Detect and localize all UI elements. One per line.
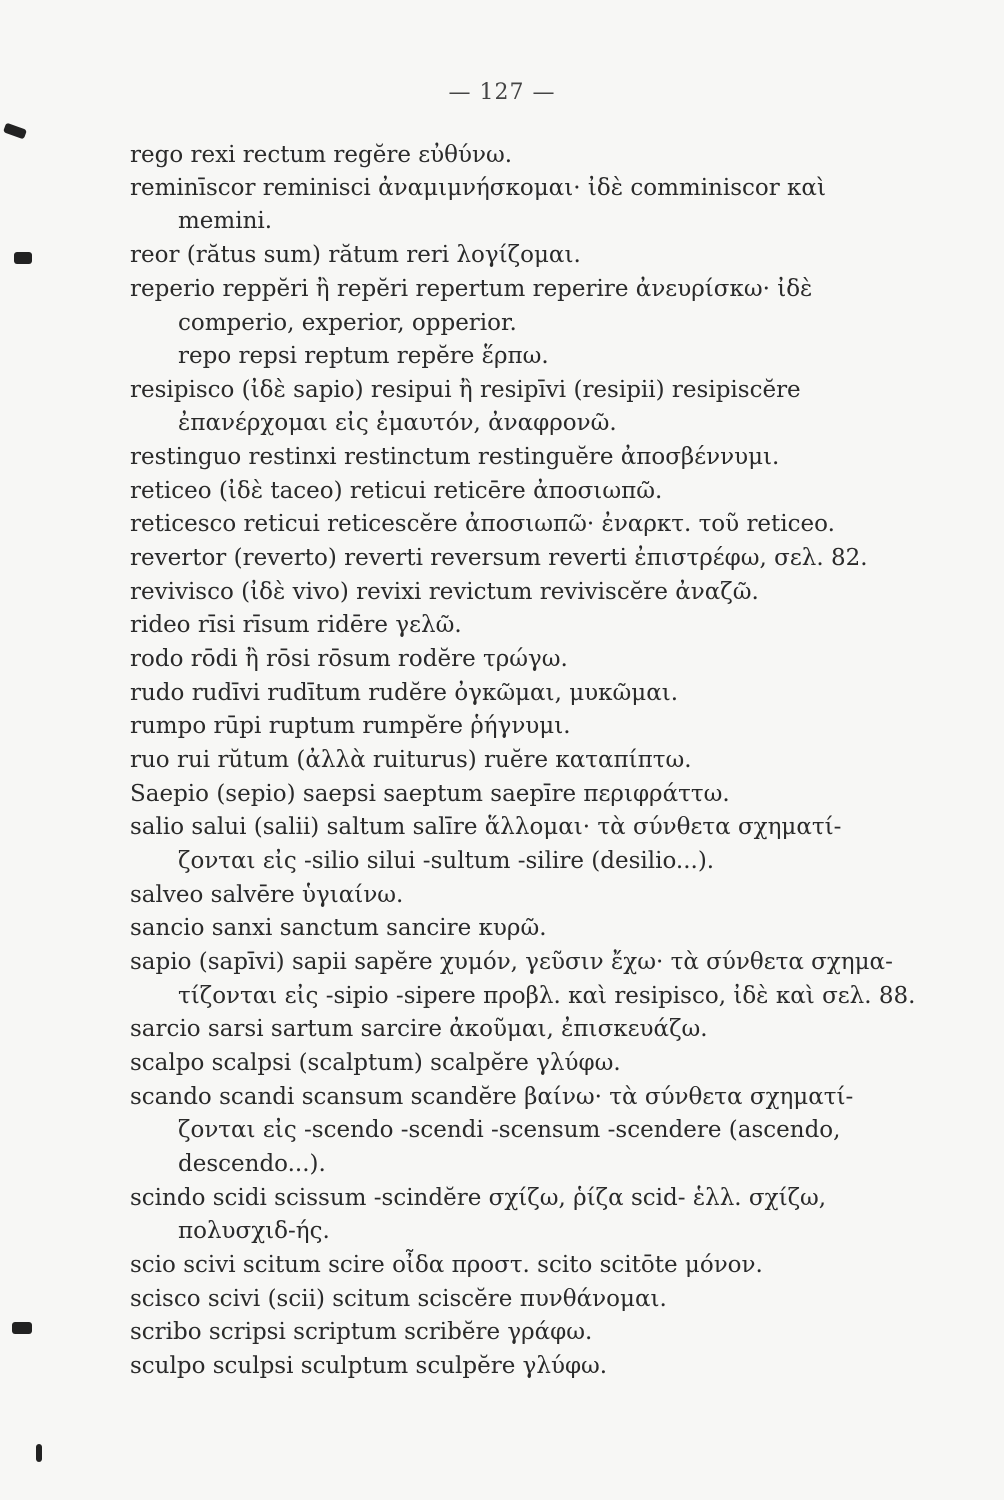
entry-line: repo repsi reptum repĕre ἕρπω. [178, 343, 549, 369]
entry-continuation: ζονται εἰς -silio silui -sultum -silire (desilio...). [178, 848, 715, 874]
entry-line: scindo scidi scissum -scindĕre σχίζω, ῥίζα scid- ἑλλ. σχίζω, [130, 1185, 827, 1211]
binding-mark-bottom [36, 1444, 42, 1462]
entry-line: sancio sanxi sanctum sancire κυρῶ. [130, 915, 547, 941]
entry-line: scio scivi scitum scire οἶδα προστ. scito scitōte μόνον. [130, 1252, 763, 1278]
entry-continuation: πολυσχιδ-ής. [178, 1218, 330, 1244]
entry-line: salveo salvēre ὑγιαίνω. [130, 882, 404, 908]
entry-line: rego rexi rectum regĕre εὐθύνω. [130, 142, 513, 168]
entry-continuation: ἐπανέρχομαι εἰς ἐμαυτόν, ἀναφρονῶ. [178, 410, 617, 436]
entry-continuation: descendo...). [178, 1151, 326, 1177]
binding-mark-3 [12, 1322, 32, 1334]
entry-line: rudo rudīvi rudītum rudĕre ὀγκῶμαι, μυκῶμαι. [130, 680, 679, 706]
entry-line: sculpo sculpsi sculptum sculpĕre γλύφω. [130, 1353, 608, 1379]
entry-line: salio salui (salii) saltum salīre ἅλλομαι· τὰ σύνθετα σχηματί- [130, 814, 842, 840]
entry-line: scalpo scalpsi (scalptum) scalpĕre γλύφω. [130, 1050, 621, 1076]
entry-line: sarcio sarsi sartum sarcire ἀκοῦμαι, ἐπισκευάζω. [130, 1016, 708, 1042]
entry-line: sapio (sapīvi) sapii sapĕre χυμόν, γεῦσιν ἔχω· τὰ σύνθετα σχημα- [130, 949, 893, 975]
page-number: — 127 — [448, 80, 556, 105]
entry-line: rideo rīsi rīsum ridēre γελῶ. [130, 612, 462, 638]
entry-line: revertor (reverto) reverti reversum reverti ἐπιστρέφω, σελ. 82. [130, 545, 868, 571]
entry-continuation: memini. [178, 208, 273, 234]
entry-line: reticesco reticui reticescĕre ἀποσιωπῶ· ἐναρκτ. τοῦ reticeo. [130, 511, 835, 537]
entry-line: rumpo rūpi ruptum rumpĕre ῥήγνυμι. [130, 713, 571, 739]
entry-line: scribo scripsi scriptum scribĕre γράφω. [130, 1319, 593, 1345]
entry-line: restinguo restinxi restinctum restinguĕre ἀποσβέννυμι. [130, 444, 780, 470]
entry-line: reor (rătus sum) rătum reri λογίζομαι. [130, 242, 581, 268]
entry-line: scando scandi scansum scandĕre βαίνω· τὰ σύνθετα σχηματί- [130, 1084, 854, 1110]
binding-mark-top [3, 123, 27, 140]
entry-line: reticeo (ἰδὲ taceo) reticui reticēre ἀποσιωπῶ. [130, 478, 663, 504]
entry-line: resipisco (ἰδὲ sapio) resipui ἢ resipīvi (resipii) resipiscĕre [130, 377, 801, 403]
entry-line: scisco scivi (scii) scitum sciscĕre πυνθάνομαι. [130, 1286, 667, 1312]
entry-line: revivisco (ἰδὲ vivo) revixi revictum reviviscĕre ἀναζῶ. [130, 579, 759, 605]
entry-line: ruo rui rŭtum (ἀλλὰ ruiturus) ruĕre καταπίπτω. [130, 747, 692, 773]
entry-continuation: τίζονται εἰς -sipio -sipere προβλ. καὶ resipisco, ἰδὲ καὶ σελ. 88. [178, 983, 916, 1009]
entry-line: rodo rōdi ἢ rōsi rōsum rodĕre τρώγω. [130, 646, 568, 672]
entry-line: reperio reppĕri ἢ repĕri repertum reperire ἀνευρίσκω· ἰδὲ [130, 276, 813, 302]
entry-line: reminīscor reminisci ἀναμιμνήσκομαι· ἰδὲ comminiscor καὶ [130, 175, 826, 201]
entry-line: Saepio (sepio) saepsi saeptum saepīre περιφράττω. [130, 781, 730, 807]
entry-continuation: ζονται εἰς -scendo -scendi -scensum -scendere (ascendo, [178, 1117, 841, 1143]
binding-mark-2 [14, 252, 32, 264]
entry-continuation: comperio, experior, opperior. [178, 310, 517, 336]
